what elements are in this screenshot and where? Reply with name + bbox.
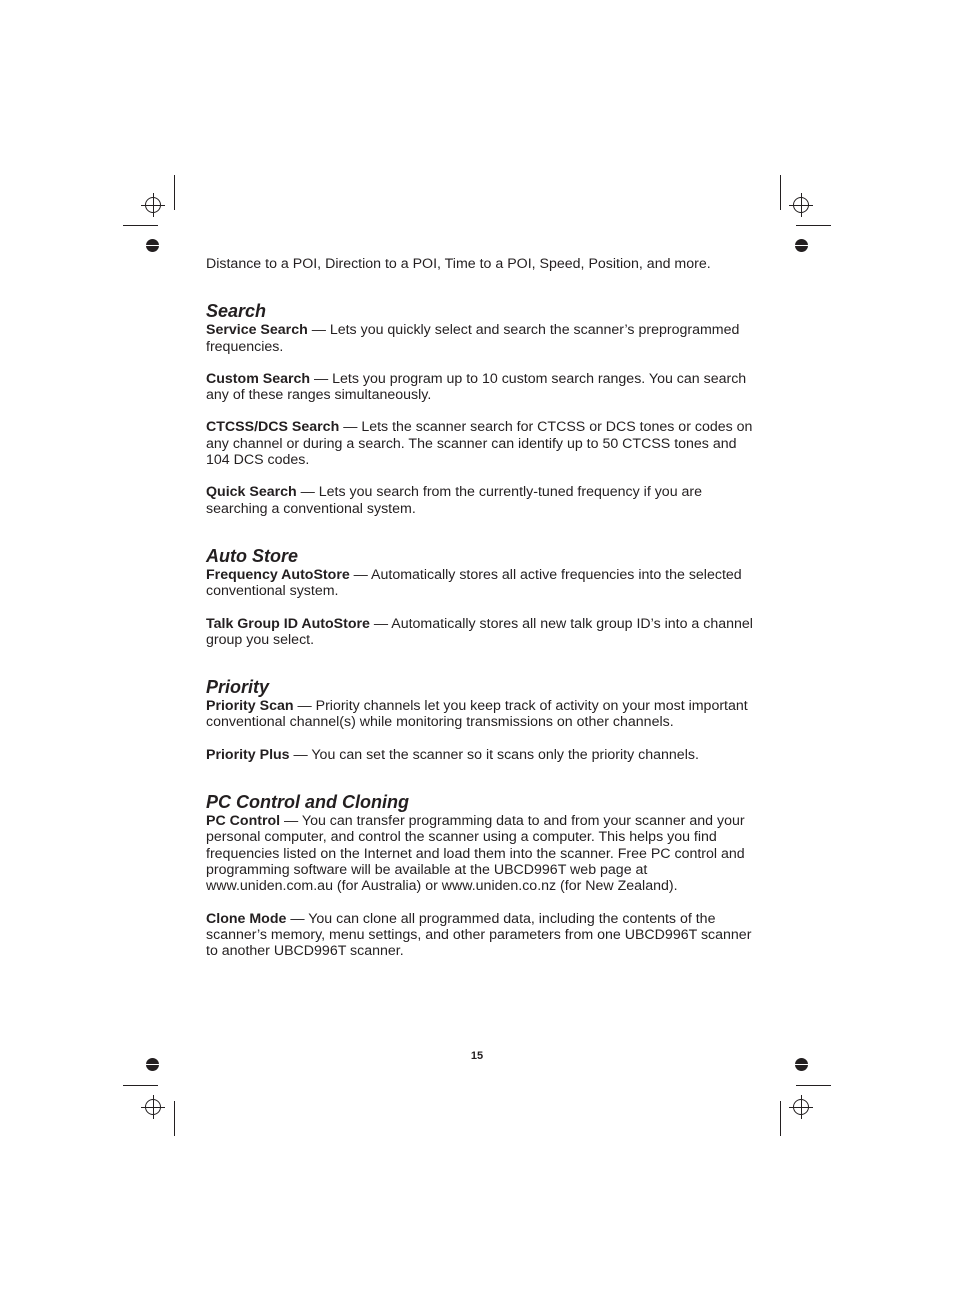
feature-entry	[206, 419, 754, 468]
feature-description: — Lets you quickly select and search the scanner’s preprogrammed frequencies.	[206, 322, 740, 355]
intro-paragraph: Distance to a POI, Direction to a POI, Time to a POI, Speed, Position, and more.	[206, 256, 711, 272]
feature-description: — Automatically stores all active frequencies into the selected conventional system.	[206, 566, 742, 600]
feature-term: Quick Search	[206, 484, 297, 501]
feature-term: Priority Scan	[206, 698, 294, 715]
registration-target-icon	[145, 1099, 161, 1115]
feature-description: — You can set the scanner so it scans only the priority channels.	[289, 746, 699, 763]
feature-term: Talk Group ID AutoStore	[206, 615, 370, 632]
feature-entry	[206, 567, 754, 600]
feature-description: — Lets you program up to 10 custom search ranges. You can search any of these ranges simultaneously.	[206, 370, 747, 404]
section-priority	[206, 677, 754, 763]
feature-description: — Priority channels let you keep track of activity on your most important conventional channel(s) while monitoring transmissions on other channels.	[206, 698, 748, 731]
feature-term: Clone Mode	[206, 910, 287, 927]
page-body	[206, 256, 754, 988]
feature-description: — Lets you search from the currently-tuned frequency if you are searching a conventional system.	[206, 484, 703, 517]
feature-entry	[206, 698, 754, 731]
section-heading: Auto Store	[206, 545, 298, 566]
feature-entry	[206, 371, 754, 404]
feature-term: CTCSS/DCS Search	[206, 419, 340, 436]
feature-description: — You can transfer programming data to and from your scanner and your personal computer, and control the scanner using a computer. This helps you find frequencies listed on the Internet and load them into the scanner. Free PC control and programming software will be available at the UBCD996T web page at www.uniden.com.au (for Australia) or www.uniden.co.nz (for New Zealand).	[206, 813, 745, 895]
feature-description: — You can clone all programmed data, including the contents of the scanner’s memory, menu settings, and other parameters from one UBCD996T scanner to another UBCD996T scanner.	[206, 910, 752, 960]
section-heading: Priority	[206, 677, 270, 698]
feature-term: Priority Plus	[206, 746, 290, 763]
registration-dot-icon	[795, 239, 808, 252]
section-auto-store	[206, 546, 754, 648]
feature-entry	[206, 747, 754, 763]
feature-entry	[206, 813, 754, 894]
section-heading: PC Control and Cloning	[206, 792, 409, 813]
registration-dot-icon	[146, 239, 159, 252]
feature-entry	[206, 322, 754, 355]
feature-entry	[206, 616, 754, 649]
feature-entry	[206, 484, 754, 517]
registration-target-icon	[793, 1099, 809, 1115]
feature-description: — Lets the scanner search for CTCSS or DCS tones or codes on any channel or during a search. The scanner can identify up to 50 CTCSS tones and 104 DCS codes.	[206, 419, 753, 469]
section-pc-control-and-cloning	[206, 792, 754, 959]
section-search	[206, 301, 754, 517]
page-number: 15	[470, 1050, 484, 1062]
registration-target-icon	[793, 197, 809, 213]
feature-description: — Automatically stores all new talk group ID’s into a channel group you select.	[206, 615, 753, 648]
feature-term: Custom Search	[206, 370, 311, 387]
section-heading: Search	[206, 301, 267, 322]
feature-entry	[206, 911, 754, 960]
feature-term: PC Control	[206, 813, 281, 830]
registration-target-icon	[145, 197, 161, 213]
feature-term: Service Search	[206, 322, 308, 339]
feature-term: Frequency AutoStore	[206, 566, 350, 583]
